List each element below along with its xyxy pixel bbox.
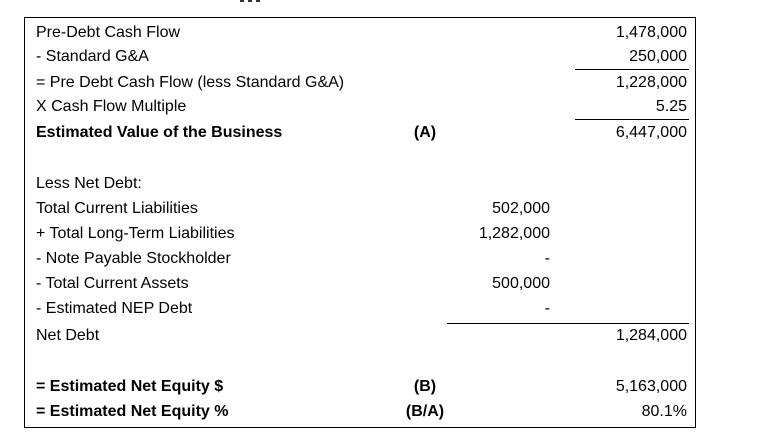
- cropped-text-fragment: [240, 0, 270, 3]
- row-reference: (B): [413, 378, 437, 395]
- row-total-value: 5.25: [655, 98, 687, 115]
- row-pre-debt-cash-flow: [25, 21, 695, 45]
- row-total-value: 1,284,000: [615, 327, 687, 344]
- row-total-value: 1,228,000: [615, 74, 687, 91]
- row-label: Pre-Debt Cash Flow: [36, 24, 181, 41]
- row-total-value: 6,447,000: [615, 124, 687, 141]
- row-net-debt: [25, 324, 695, 348]
- row-label: Estimated Value of the Business: [36, 124, 283, 141]
- row-label: - Estimated NEP Debt: [36, 300, 193, 317]
- row-detail-value: 502,000: [492, 200, 550, 217]
- row-reference: (A): [413, 124, 437, 141]
- row-detail-value: 500,000: [492, 275, 550, 292]
- row-label: - Standard G&A: [36, 48, 149, 65]
- row-detail-value: -: [544, 300, 550, 317]
- row-cash-flow-multiple: [25, 95, 695, 119]
- row-estimated-net-equity-percent: [25, 400, 695, 424]
- subtotal-rule: [575, 69, 689, 70]
- row-pre-debt-less-ga: [25, 71, 695, 95]
- row-total-current-assets: [25, 272, 695, 296]
- row-label: = Estimated Net Equity %: [36, 403, 229, 420]
- row-detail-value: 1,282,000: [478, 225, 550, 242]
- row-estimated-nep-debt: [25, 297, 695, 321]
- row-label: + Total Long-Term Liabilities: [36, 225, 235, 242]
- row-label: = Estimated Net Equity $: [36, 378, 224, 395]
- row-label: - Total Current Assets: [36, 275, 189, 292]
- section-heading: Less Net Debt:: [36, 175, 142, 192]
- row-standard-ga: [25, 45, 695, 69]
- row-total-value: 5,163,000: [615, 378, 687, 395]
- row-total-value: 80.1%: [641, 403, 687, 420]
- row-label: X Cash Flow Multiple: [36, 98, 187, 115]
- row-total-value: 250,000: [629, 48, 687, 65]
- row-total-value: 1,478,000: [615, 24, 687, 41]
- row-estimated-value: [25, 121, 695, 145]
- row-less-net-debt-heading: [25, 172, 695, 196]
- row-total-current-liabilities: [25, 197, 695, 221]
- row-label: = Pre Debt Cash Flow (less Standard G&A): [36, 74, 345, 91]
- value-rule: [575, 119, 689, 120]
- row-detail-value: -: [544, 250, 550, 267]
- business-valuation-table: [24, 17, 696, 428]
- row-label: - Note Payable Stockholder: [36, 250, 231, 267]
- row-label: Total Current Liabilities: [36, 200, 198, 217]
- row-long-term-liabilities: [25, 222, 695, 246]
- row-reference: (B/A): [405, 403, 445, 420]
- row-label: Net Debt: [36, 327, 100, 344]
- row-estimated-net-equity-dollars: [25, 375, 695, 399]
- row-note-payable-stockholder: [25, 247, 695, 271]
